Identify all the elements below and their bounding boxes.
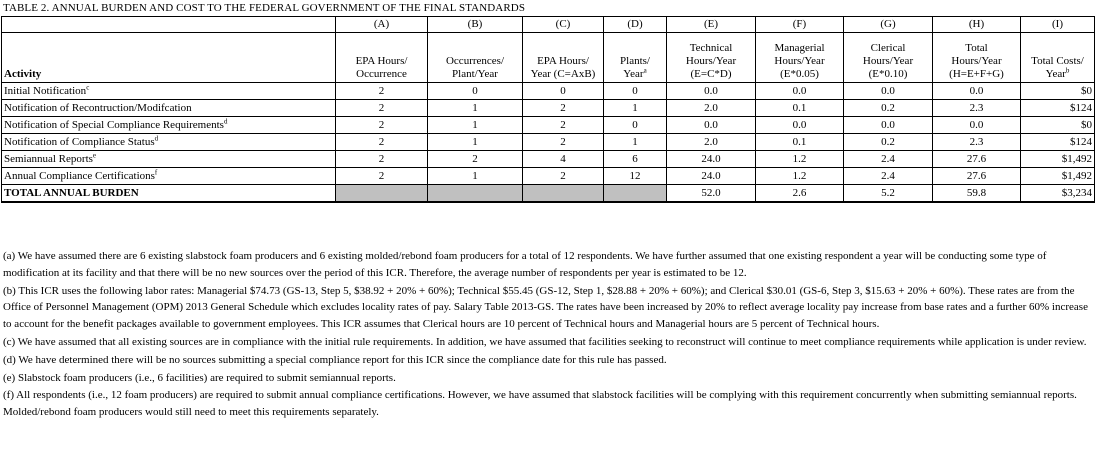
column-letters-row <box>2 17 1095 33</box>
total-cost: $3,234 <box>1021 185 1095 203</box>
cell-b: 2 <box>428 151 523 168</box>
column-header-row <box>2 33 1095 83</box>
total-managerial: 2.6 <box>756 185 844 203</box>
cell-i: $0 <box>1021 83 1095 100</box>
footnote-e: (e) Slabstock foam producers (i.e., 6 facilities) are required to submit semiannual reports. <box>3 371 396 384</box>
cell-f: 1.2 <box>756 151 844 168</box>
shaded-cell <box>523 185 604 203</box>
cell-h: 0.0 <box>933 83 1021 100</box>
cell-f: 0.0 <box>756 83 844 100</box>
cell-b: 1 <box>428 134 523 151</box>
cell-h: 0.0 <box>933 117 1021 134</box>
letter-cell-f: (F) <box>756 17 844 33</box>
total-row <box>2 185 1095 203</box>
footnote-d: (d) We have determined there will be no sources submitting a special compliance report for this ICR since the compliance date for this rule has passed. <box>3 353 667 366</box>
table-row <box>2 151 1095 168</box>
cell-i: $1,492 <box>1021 168 1095 185</box>
cell-g: 0.0 <box>844 83 933 100</box>
letter-cell-g: (G) <box>844 17 933 33</box>
cell-a: 2 <box>336 100 428 117</box>
total-technical: 52.0 <box>667 185 756 203</box>
cell-b: 1 <box>428 168 523 185</box>
shaded-cell <box>336 185 428 203</box>
cell-e: 2.0 <box>667 100 756 117</box>
table-row <box>2 83 1095 100</box>
cell-b: 1 <box>428 100 523 117</box>
cell-e: 0.0 <box>667 117 756 134</box>
cell-f: 0.0 <box>756 117 844 134</box>
cell-c: 2 <box>523 100 604 117</box>
cell-d: 1 <box>604 100 667 117</box>
cell-d: 6 <box>604 151 667 168</box>
cell-d: 12 <box>604 168 667 185</box>
header-managerial-hours: Managerial Hours/Year (E*0.05) <box>756 33 844 83</box>
activity-cell: Semiannual Reports$^e$ <box>2 151 336 168</box>
footnote-c: (c) We have assumed that all existing sources are in compliance with the initial rule requirements. In addition, we have assumed that facilities seeking to reconstruct will continue to meet compliance requirements while application is under review. <box>3 335 1087 348</box>
cell-h: 2.3 <box>933 134 1021 151</box>
footnote-f: (f) All respondents (i.e., 12 foam producers) are required to submit annual compliance certifications. However, we have assumed that slabstock facilities will be complying with this requirement concurrently when submitting semiannual reports. Molded/rebond foam producers would still need to meet this requirements separately. <box>3 389 1077 419</box>
cell-a: 2 <box>336 83 428 100</box>
header-activity: Activity <box>2 33 336 83</box>
cell-d: 0 <box>604 83 667 100</box>
cell-i: $124 <box>1021 100 1095 117</box>
header-epa-hours-year: EPA Hours/ Year (C=AxB) <box>523 33 604 83</box>
letter-cell-e: (E) <box>667 17 756 33</box>
table-row <box>2 100 1095 117</box>
footnote-b: (b) This ICR uses the following labor rates: Managerial $74.73 (GS-13, Step 5, $38.92 + 20% + 60%); Technical $55.45 (GS-12, Step 1, $28.88 + 20% + 60%); and Clerical $30.01 (GS-6, Step 3, $15.63 + 20% + 60%). These rates are from the Office of Personnel Management (OPM) 2013 General Schedule which excludes locality rates of pay. Salary Table 2013-GS. The rates have been increased by 20% to reflect average locality pay increase from base rates and a further 60% increase to account for the benefit packages available to government employees. This ICR assumes that Clerical hours are 10 percent of Technical hours and Managerial hours are 5 percent of Technical hours. <box>3 284 1088 331</box>
cell-c: 4 <box>523 151 604 168</box>
cell-i: $1,492 <box>1021 151 1095 168</box>
cell-b: 0 <box>428 83 523 100</box>
total-hours: 59.8 <box>933 185 1021 203</box>
letter-cell-a: (A) <box>336 17 428 33</box>
burden-table <box>1 16 1095 203</box>
footnotes <box>3 248 1093 422</box>
cell-a: 2 <box>336 117 428 134</box>
header-clerical-hours: Clerical Hours/Year (E*0.10) <box>844 33 933 83</box>
cell-g: 2.4 <box>844 151 933 168</box>
cell-e: 2.0 <box>667 134 756 151</box>
total-clerical: 5.2 <box>844 185 933 203</box>
activity-cell: Initial Notification$^c$ <box>2 83 336 100</box>
cell-c: 2 <box>523 117 604 134</box>
shaded-cell <box>428 185 523 203</box>
cell-g: 0.0 <box>844 117 933 134</box>
letter-cell-c: (C) <box>523 17 604 33</box>
header-total-costs: Total Costs/ Year$^b$ <box>1021 33 1095 83</box>
header-plants-year: Plants/ Year$^a$ <box>604 33 667 83</box>
cell-f: 1.2 <box>756 168 844 185</box>
cell-f: 0.1 <box>756 100 844 117</box>
cell-b: 1 <box>428 117 523 134</box>
cell-c: 2 <box>523 168 604 185</box>
letter-cell-i: (I) <box>1021 17 1095 33</box>
activity-cell: Notification of Compliance Status$^d$ <box>2 134 336 151</box>
cell-d: 1 <box>604 134 667 151</box>
cell-a: 2 <box>336 134 428 151</box>
cell-e: 0.0 <box>667 83 756 100</box>
table-row <box>2 117 1095 134</box>
cell-a: 2 <box>336 151 428 168</box>
shaded-cell <box>604 185 667 203</box>
table-row <box>2 134 1095 151</box>
cell-c: 2 <box>523 134 604 151</box>
cell-d: 0 <box>604 117 667 134</box>
header-technical-hours: Technical Hours/Year (E=C*D) <box>667 33 756 83</box>
cell-g: 0.2 <box>844 100 933 117</box>
cell-i: $0 <box>1021 117 1095 134</box>
activity-cell: Notification of Special Compliance Requirements$^d$ <box>2 117 336 134</box>
activity-cell: Annual Compliance Certifications$^f$ <box>2 168 336 185</box>
cell-e: 24.0 <box>667 151 756 168</box>
cell-f: 0.1 <box>756 134 844 151</box>
letter-cell-d: (D) <box>604 17 667 33</box>
footnote-a: (a) We have assumed there are 6 existing slabstock foam producers and 6 existing molded/rebond foam producers for a total of 12 respondents. We have further assumed that one existing respondent a year will be conducting some type of modification at its facility and that there will be no new sources over the period of this ICR. Therefore, the average number of respondents per year is estimated to be 12. <box>3 250 1047 279</box>
cell-g: 2.4 <box>844 168 933 185</box>
header-occurrences-plant-year: Occurrences/ Plant/Year <box>428 33 523 83</box>
letter-cell-b: (B) <box>428 17 523 33</box>
activity-cell: Notification of Recontruction/Modifcation <box>2 100 336 117</box>
total-label: TOTAL ANNUAL BURDEN <box>2 185 336 203</box>
cell-h: 2.3 <box>933 100 1021 117</box>
cell-c: 0 <box>523 83 604 100</box>
letter-cell-h: (H) <box>933 17 1021 33</box>
cell-i: $124 <box>1021 134 1095 151</box>
table-title: TABLE 2. ANNUAL BURDEN AND COST TO THE FEDERAL GOVERNMENT OF THE FINAL STANDARDS <box>3 2 526 14</box>
cell-h: 27.6 <box>933 168 1021 185</box>
cell-e: 24.0 <box>667 168 756 185</box>
cell-g: 0.2 <box>844 134 933 151</box>
cell-h: 27.6 <box>933 151 1021 168</box>
header-epa-hours-occurrence: EPA Hours/ Occurrence <box>336 33 428 83</box>
letter-cell-blank <box>2 17 336 33</box>
cell-a: 2 <box>336 168 428 185</box>
table-row <box>2 168 1095 185</box>
header-total-hours: Total Hours/Year (H=E+F+G) <box>933 33 1021 83</box>
